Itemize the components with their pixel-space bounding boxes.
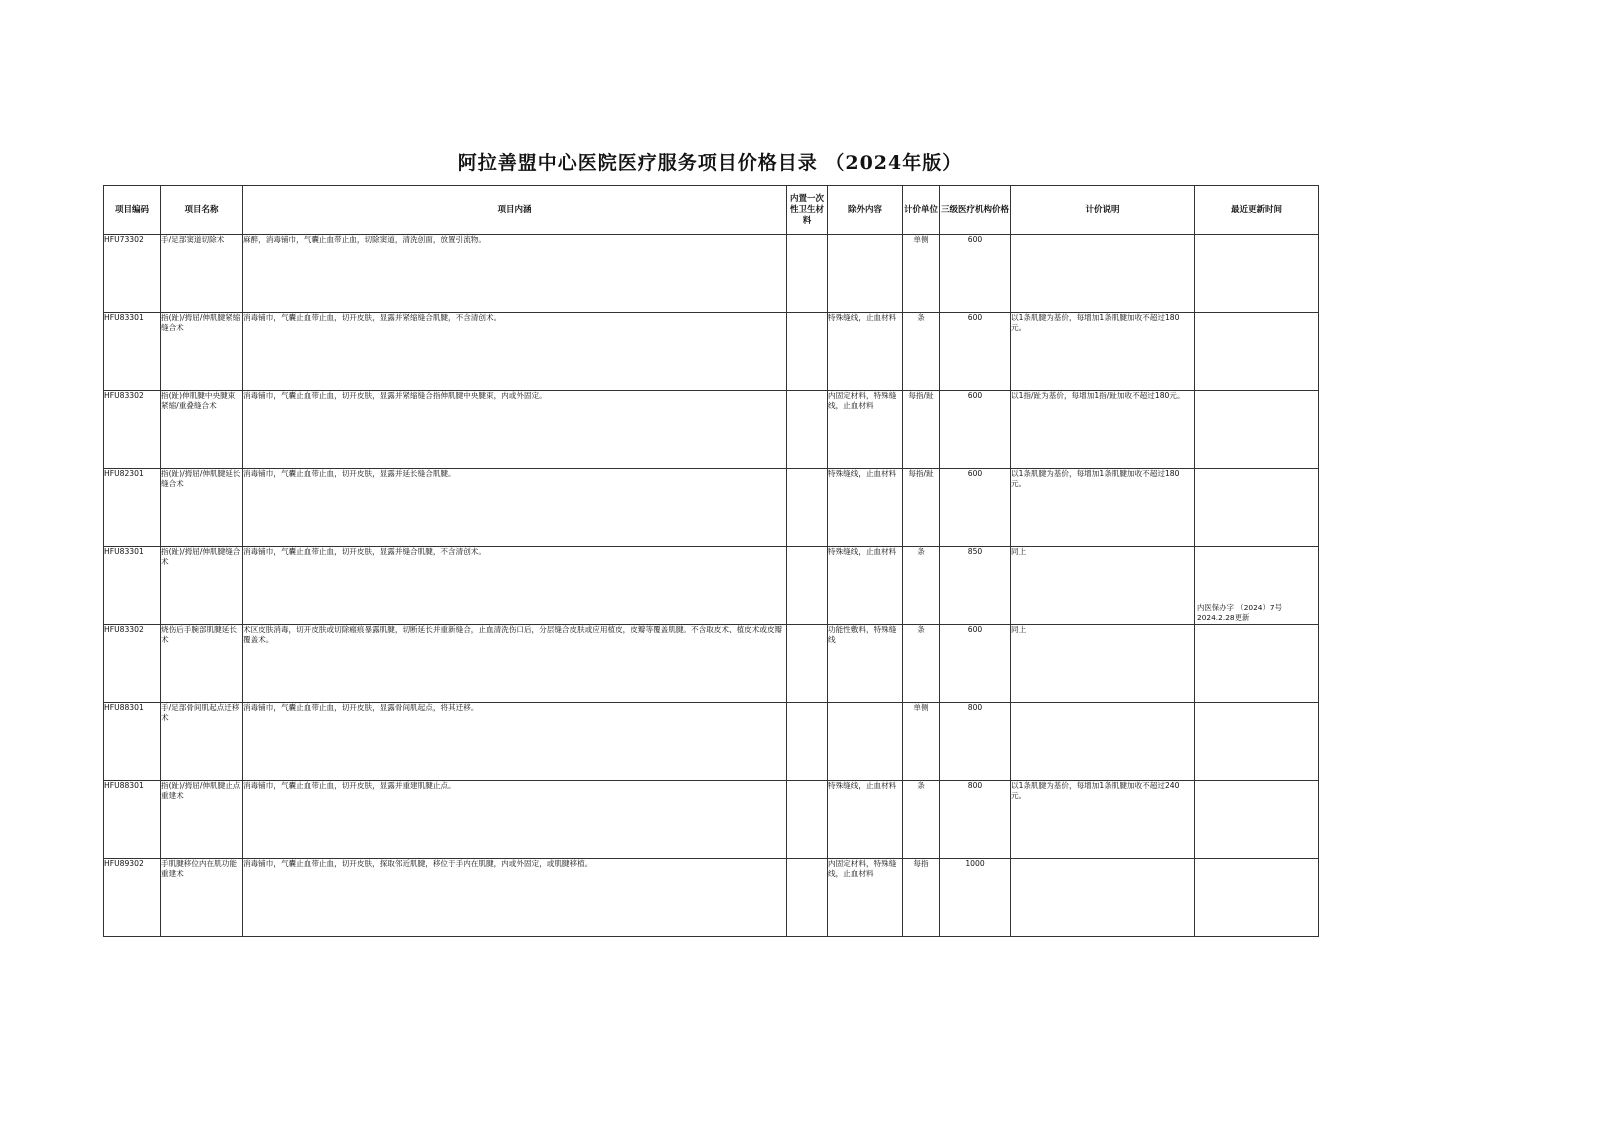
table-row bbox=[104, 235, 1319, 313]
cell-note: 以1条肌腱为基价，每增加1条肌腱加收不超过180元。 bbox=[1011, 313, 1195, 391]
cell-unit: 条 bbox=[903, 547, 940, 625]
cell-price: 600 bbox=[940, 391, 1011, 469]
cell-unit: 每指/趾 bbox=[903, 469, 940, 547]
header-unit: 计价单位 bbox=[903, 186, 940, 235]
cell-updated bbox=[1195, 235, 1319, 313]
cell-note: 以1指/趾为基价，每增加1指/趾加收不超过180元。 bbox=[1011, 391, 1195, 469]
cell-unit: 单侧 bbox=[903, 703, 940, 781]
cell-price: 800 bbox=[940, 781, 1011, 859]
cell-disposable bbox=[787, 703, 828, 781]
cell-note: 同上 bbox=[1011, 625, 1195, 703]
header-name: 项目名称 bbox=[161, 186, 243, 235]
header-content: 项目内涵 bbox=[243, 186, 787, 235]
cell-excluded bbox=[828, 235, 903, 313]
table-row bbox=[104, 781, 1319, 859]
table-row bbox=[104, 547, 1319, 625]
table-row bbox=[104, 703, 1319, 781]
cell-disposable bbox=[787, 235, 828, 313]
cell-excluded bbox=[828, 703, 903, 781]
cell-disposable bbox=[787, 859, 828, 937]
cell-excluded: 特殊缝线，止血材料 bbox=[828, 781, 903, 859]
cell-excluded: 内固定材料，特殊缝线，止血材料 bbox=[828, 391, 903, 469]
cell-content: 消毒铺巾，气囊止血带止血，切开皮肤，显露并缝合肌腱，不含清创术。 bbox=[243, 547, 787, 625]
cell-content: 消毒铺巾，气囊止血带止血，切开皮肤，显露并延长缝合肌腱。 bbox=[243, 469, 787, 547]
cell-name: 指(趾)伸肌腱中央腱束紧缩/重叠缝合术 bbox=[161, 391, 243, 469]
cell-code: HFU83302 bbox=[104, 391, 161, 469]
cell-code: HFU82301 bbox=[104, 469, 161, 547]
cell-name: 指(趾)/拇屈/伸肌腱缝合术 bbox=[161, 547, 243, 625]
header-row bbox=[104, 186, 1319, 235]
cell-code: HFU73302 bbox=[104, 235, 161, 313]
price-table bbox=[103, 185, 1319, 937]
cell-updated bbox=[1195, 781, 1319, 859]
cell-disposable bbox=[787, 391, 828, 469]
cell-unit: 每指 bbox=[903, 859, 940, 937]
cell-content: 麻醉，消毒铺巾，气囊止血带止血，切除窦道，清洗创面，放置引流物。 bbox=[243, 235, 787, 313]
cell-price: 600 bbox=[940, 235, 1011, 313]
cell-name: 手/足部窦道切除术 bbox=[161, 235, 243, 313]
cell-content: 术区皮肤消毒，切开皮肤或切除瘢痕暴露肌腱，切断延长并重新缝合，止血清洗伤口后，分层缝合皮肤或应用植皮，皮瓣等覆盖肌腱。不含取皮术、植皮术或皮瓣覆盖术。 bbox=[243, 625, 787, 703]
header-price: 三级医疗机构价格 bbox=[940, 186, 1011, 235]
cell-excluded: 特殊缝线，止血材料 bbox=[828, 313, 903, 391]
cell-updated bbox=[1195, 547, 1319, 625]
header-disposable: 内置一次性卫生材料 bbox=[787, 186, 828, 235]
cell-disposable bbox=[787, 781, 828, 859]
cell-disposable bbox=[787, 547, 828, 625]
cell-note bbox=[1011, 703, 1195, 781]
cell-disposable bbox=[787, 469, 828, 547]
cell-content: 消毒铺巾，气囊止血带止血，切开皮肤，显露骨间肌起点，将其迁移。 bbox=[243, 703, 787, 781]
cell-content: 消毒铺巾，气囊止血带止血，切开皮肤，显露并紧缩缝合肌腱，不含清创术。 bbox=[243, 313, 787, 391]
cell-code: HFU88301 bbox=[104, 703, 161, 781]
cell-price: 1000 bbox=[940, 859, 1011, 937]
cell-content: 消毒铺巾，气囊止血带止血，切开皮肤，探取邻近肌腱，移位于手内在肌腱，内或外固定，或肌腱移植。 bbox=[243, 859, 787, 937]
table-row bbox=[104, 469, 1319, 547]
cell-code: HFU83301 bbox=[104, 547, 161, 625]
table-row bbox=[104, 391, 1319, 469]
cell-updated bbox=[1195, 313, 1319, 391]
cell-disposable bbox=[787, 313, 828, 391]
cell-price: 600 bbox=[940, 313, 1011, 391]
cell-note: 以1条肌腱为基价，每增加1条肌腱加收不超过180元。 bbox=[1011, 469, 1195, 547]
cell-code: HFU83302 bbox=[104, 625, 161, 703]
cell-unit: 条 bbox=[903, 781, 940, 859]
cell-excluded: 功能性敷料，特殊缝线 bbox=[828, 625, 903, 703]
cell-content: 消毒铺巾，气囊止血带止血，切开皮肤，显露并重建肌腱止点。 bbox=[243, 781, 787, 859]
cell-excluded: 特殊缝线，止血材料 bbox=[828, 469, 903, 547]
table-row bbox=[104, 859, 1319, 937]
cell-code: HFU89302 bbox=[104, 859, 161, 937]
cell-updated bbox=[1195, 469, 1319, 547]
cell-updated bbox=[1195, 859, 1319, 937]
cell-note: 同上 bbox=[1011, 547, 1195, 625]
cell-code: HFU88301 bbox=[104, 781, 161, 859]
header-excluded: 除外内容 bbox=[828, 186, 903, 235]
cell-updated bbox=[1195, 703, 1319, 781]
cell-note bbox=[1011, 235, 1195, 313]
header-code: 项目编码 bbox=[104, 186, 161, 235]
cell-unit: 条 bbox=[903, 625, 940, 703]
table-row bbox=[104, 313, 1319, 391]
cell-name: 手/足部骨间肌起点迁移术 bbox=[161, 703, 243, 781]
cell-price: 850 bbox=[940, 547, 1011, 625]
table-row bbox=[104, 625, 1319, 703]
cell-unit: 条 bbox=[903, 313, 940, 391]
cell-name: 指(趾)/拇屈/伸肌腱延长缝合术 bbox=[161, 469, 243, 547]
cell-updated bbox=[1195, 391, 1319, 469]
cell-name: 烧伤后手腕部肌腱延长术 bbox=[161, 625, 243, 703]
cell-price: 600 bbox=[940, 469, 1011, 547]
cell-excluded: 特殊缝线，止血材料 bbox=[828, 547, 903, 625]
cell-content: 消毒铺巾，气囊止血带止血，切开皮肤，显露并紧缩缝合指伸肌腱中央腱束，内或外固定。 bbox=[243, 391, 787, 469]
cell-updated bbox=[1195, 625, 1319, 703]
cell-price: 800 bbox=[940, 703, 1011, 781]
cell-disposable bbox=[787, 625, 828, 703]
cell-excluded: 内固定材料，特殊缝线，止血材料 bbox=[828, 859, 903, 937]
cell-note bbox=[1011, 859, 1195, 937]
cell-unit: 单侧 bbox=[903, 235, 940, 313]
header-note: 计价说明 bbox=[1011, 186, 1195, 235]
header-updated: 最近更新时间 bbox=[1195, 186, 1319, 235]
cell-price: 600 bbox=[940, 625, 1011, 703]
cell-name: 指(趾)/拇屈/伸肌腱止点重建术 bbox=[161, 781, 243, 859]
cell-code: HFU83301 bbox=[104, 313, 161, 391]
cell-note: 以1条肌腱为基价，每增加1条肌腱加收不超过240元。 bbox=[1011, 781, 1195, 859]
cell-name: 手肌腱移位内在肌功能重建术 bbox=[161, 859, 243, 937]
cell-updated-text: 内医保办字 （2024）7号 2024.2.28更新 bbox=[1197, 603, 1282, 622]
page-title: 阿拉善盟中心医院医疗服务项目价格目录 （2024年版） bbox=[457, 152, 963, 174]
cell-name: 指(趾)/拇屈/伸肌腱紧缩缝合术 bbox=[161, 313, 243, 391]
cell-unit: 每指/趾 bbox=[903, 391, 940, 469]
